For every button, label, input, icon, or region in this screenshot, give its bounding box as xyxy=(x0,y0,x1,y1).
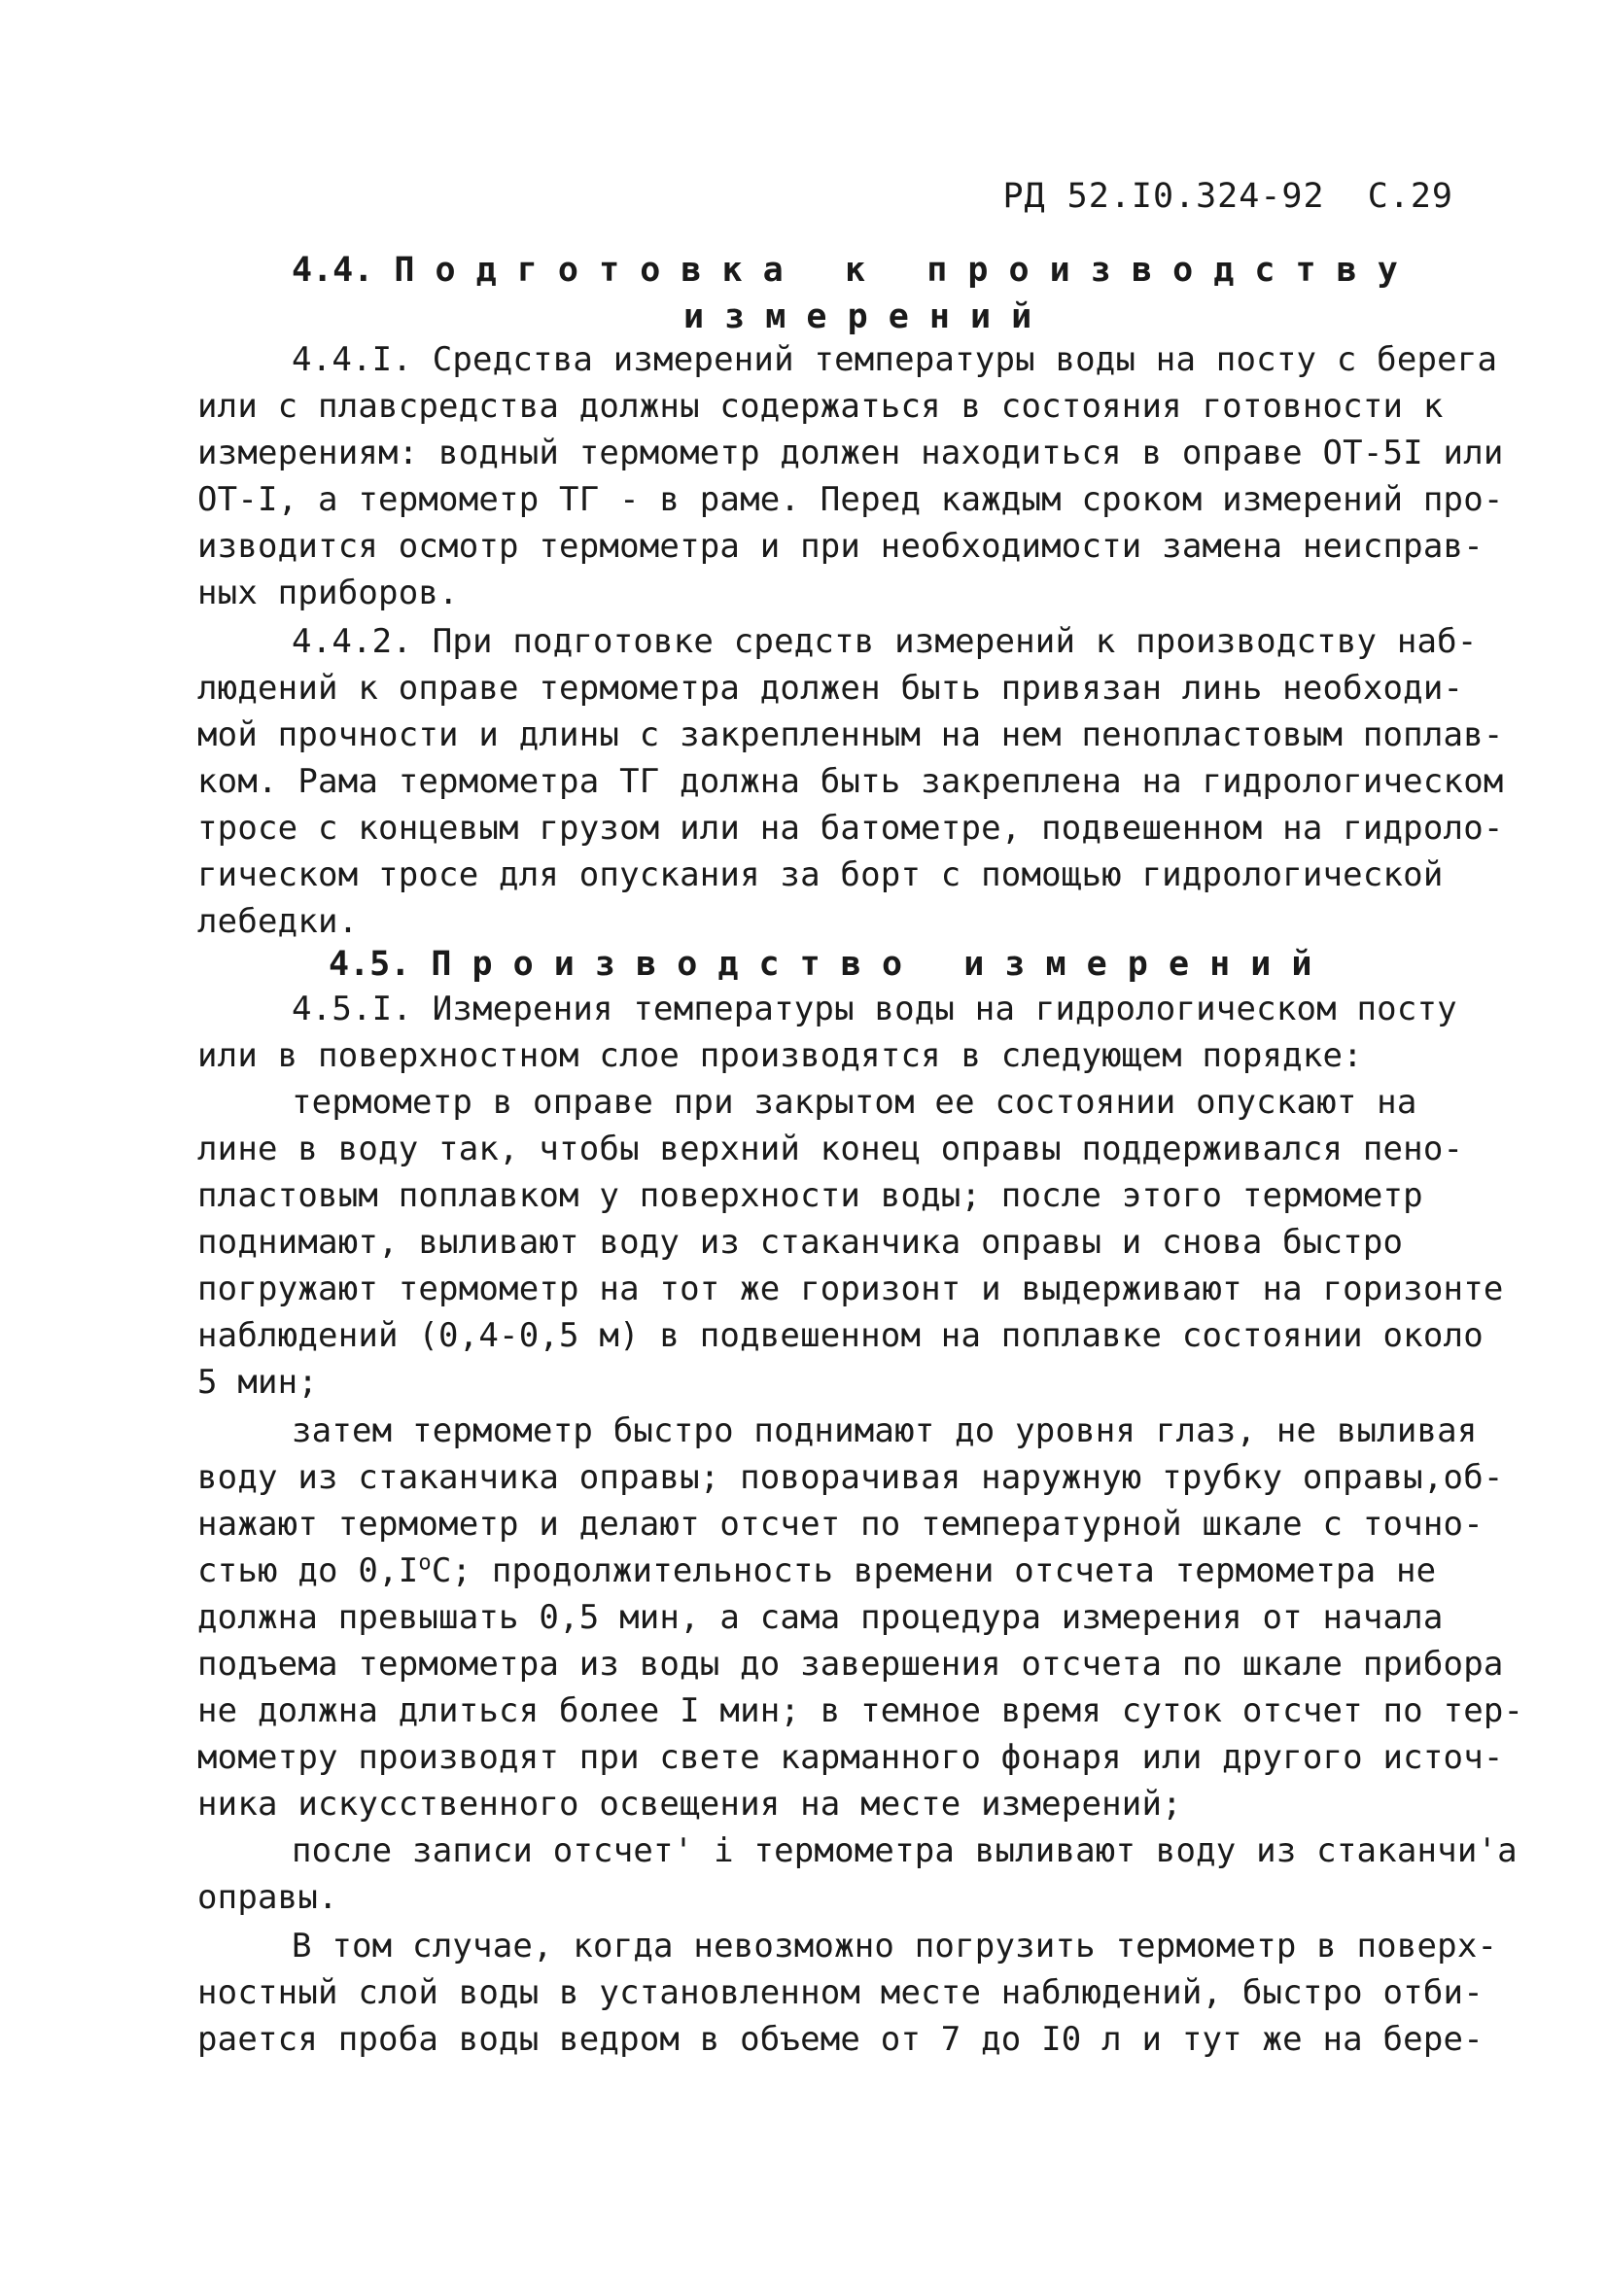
paragraph-line: тросе с концевым грузом или на батометре, подвешенном на гидроло- xyxy=(197,809,1504,848)
page-header xyxy=(1002,177,1453,216)
paragraph-line: рается проба воды ведром в объеме от 7 до I0 л и тут же на бере- xyxy=(197,2020,1484,2059)
paragraph-line: наблюдений (0,4-0,5 м) в подвешенном на поплавке состоянии около xyxy=(197,1316,1484,1355)
paragraph-line: поднимают, выливают воду из стаканчика оправы и снова быстро xyxy=(197,1223,1404,1262)
paragraph-line: или с плавсредства должны содержаться в состояния готовности к xyxy=(197,387,1444,426)
paragraph-line: 4.5.I. Измерения температуры воды на гидрологическом посту xyxy=(292,990,1457,1028)
paragraph-line: измерениям: водный термометр должен находиться в оправе ОТ-5I или xyxy=(197,434,1504,472)
paragraph-line: оправы. xyxy=(197,1878,338,1917)
section-heading-4-4-line2: и з м е р е н и й xyxy=(683,297,1032,336)
paragraph-line: ностный слой воды в установленном месте наблюдений, быстро отби- xyxy=(197,1973,1484,2012)
paragraph-line: 4.4.2. При подготовке средств измерений к производству наб- xyxy=(292,622,1478,661)
paragraph-line xyxy=(197,1551,1436,1590)
paragraph-line: после записи отсчет' і термометра выливают воду из стаканчи'а xyxy=(292,1831,1518,1870)
paragraph-line: ника искусственного освещения на месте измерений; xyxy=(197,1785,1182,1824)
paragraph-line: воду из стаканчика оправы; поворачивая наружную трубку оправы,об- xyxy=(197,1458,1504,1497)
section-heading-4-4-line1: 4.4. П о д г о т о в к а к п р о и з в о д с т в у xyxy=(292,251,1398,290)
page-number: С.29 xyxy=(1367,177,1453,216)
paragraph-line: 5 мин; xyxy=(197,1363,319,1402)
paragraph-line: термометр в оправе при закрытом ее состоянии опускают на xyxy=(292,1083,1417,1122)
paragraph-line: ОТ-I, а термометр ТГ - в раме. Перед каждым сроком измерений про- xyxy=(197,480,1504,519)
paragraph-line: подъема термометра из воды до завершения отсчета по шкале прибора xyxy=(197,1645,1504,1684)
paragraph-line: людений к оправе термометра должен быть привязан линь необходи- xyxy=(197,669,1464,708)
paragraph-line: пластовым поплавком у поверхности воды; после этого термометр xyxy=(197,1176,1423,1215)
degree-sign: о xyxy=(418,1550,432,1576)
line-text: стью до 0,I xyxy=(197,1551,419,1590)
document-number: РД 52.I0.324-92 xyxy=(1002,177,1325,216)
paragraph-line: нажают термометр и делают отсчет по температурной шкале с точно- xyxy=(197,1505,1484,1544)
paragraph-line: 4.4.I. Средства измерений температуры воды на посту с берега xyxy=(292,340,1498,379)
paragraph-line: мометру производят при свете карманного фонаря или другого источ- xyxy=(197,1738,1504,1777)
paragraph-line: ком. Рама термометра ТГ должна быть закреплена на гидрологическом xyxy=(197,762,1504,801)
paragraph-line: или в поверхностном слое производятся в следующем порядке: xyxy=(197,1036,1363,1075)
paragraph-line: лебедки. xyxy=(197,902,359,941)
paragraph-line: изводится осмотр термометра и при необходимости замена неисправ- xyxy=(197,527,1484,566)
paragraph-line: ных приборов. xyxy=(197,574,459,612)
paragraph-line: затем термометр быстро поднимают до уровня глаз, не выливая xyxy=(292,1411,1478,1450)
section-heading-4-5: 4.5. П р о и з в о д с т в о и з м е р е н и й xyxy=(329,945,1312,984)
paragraph-line: лине в воду так, чтобы верхний конец оправы поддерживался пено- xyxy=(197,1130,1464,1168)
paragraph-line: мой прочности и длины с закрепленным на нем пенопластовым поплав- xyxy=(197,715,1504,754)
paragraph-line: В том случае, когда невозможно погрузить термометр в поверх- xyxy=(292,1927,1498,1966)
paragraph-line: погружают термометр на тот же горизонт и выдерживают на горизонте xyxy=(197,1270,1504,1308)
paragraph-line: гическом тросе для опускания за борт с помощью гидрологической xyxy=(197,855,1444,894)
line-text: С; продолжительность времени отсчета термометра не xyxy=(431,1551,1437,1590)
paragraph-line: должна превышать 0,5 мин, а сама процедура измерения от начала xyxy=(197,1598,1444,1637)
paragraph-line: не должна длиться более I мин; в темное время суток отсчет по тер- xyxy=(197,1691,1524,1730)
